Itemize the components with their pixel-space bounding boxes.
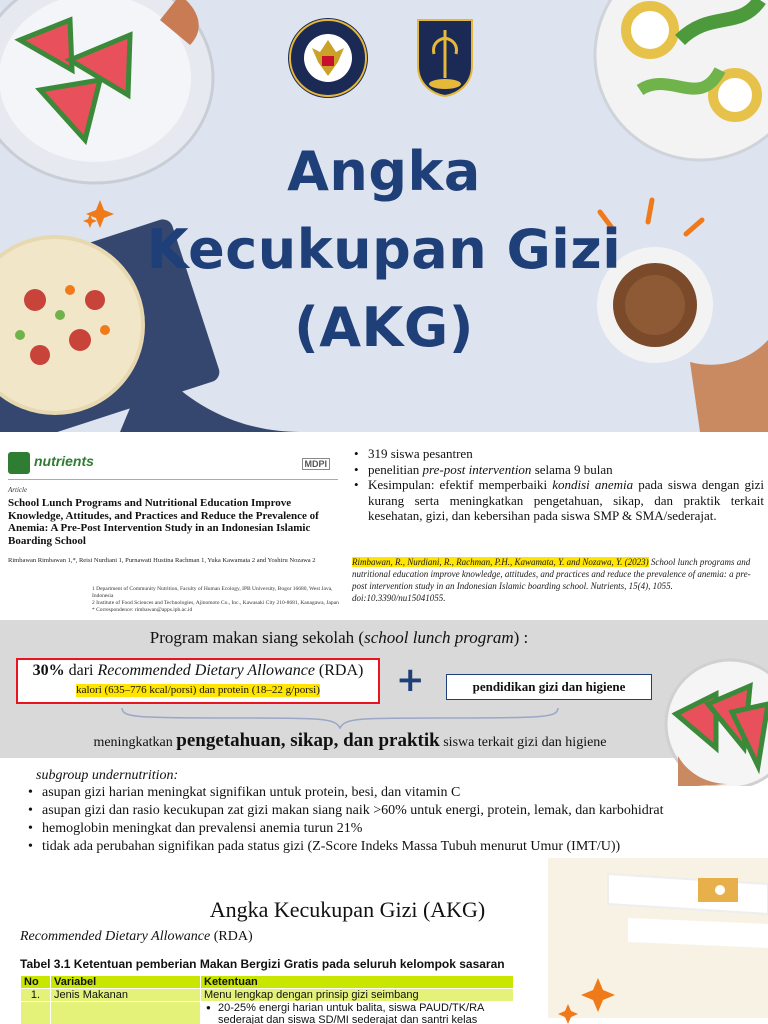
table-row	[21, 1002, 514, 1024]
citation-text: School lunch programs and nutritional education improve knowledge, attitudes, and practices and reduce the prevalence of anemia: a pre-post intervention study in an Indonesian Islamic boarding school. Nutrients, 15(4), 1055. doi:10.3390/nu15041055.	[352, 557, 751, 603]
subgroup-title: subgroup undernutrition:	[36, 768, 179, 783]
rda-box	[16, 658, 380, 704]
article-kind: Article	[8, 486, 28, 494]
journal-name: nutrients	[34, 453, 94, 469]
table-header-cell: Ketentuan	[201, 976, 514, 989]
table-caption: Tabel 3.1 Ketentuan pemberian Makan Bergizi Gratis pada seluruh kelompok sasaran	[20, 957, 505, 971]
program-effect: meningkatkan pengetahuan, sikap, dan praktik siswa terkait gizi dan higiene	[93, 730, 607, 751]
table-cell	[21, 1002, 51, 1024]
study-summary	[352, 446, 764, 524]
article-title: School Lunch Programs and Nutritional Education Improve Knowledge, Attitudes, and Practices and Reduce the Prevalence of Anemia: A Pre-Post Intervention Study in an Indonesian Islamic Boarding School	[8, 497, 319, 547]
citation-authors-highlight: Rimbawan, R., Nurdiani, R., Rachman, P.H., Kawamata, Y. and Nozawa, Y. (2023)	[352, 557, 649, 567]
education-box: pendidikan gizi dan higiene	[446, 674, 652, 700]
table-header-cell: No	[21, 976, 51, 989]
hero-title-line-3: (AKG)	[294, 296, 474, 359]
rda-heading: 30% dari Recommended Dietary Allowance (RDA)	[32, 662, 364, 679]
mbg-provision-table	[20, 975, 514, 1024]
table-cell	[201, 1002, 514, 1024]
program-band	[0, 620, 768, 758]
table-cell: Menu lengkap dengan prinsip gizi seimbang	[201, 989, 514, 1002]
article-section	[0, 432, 768, 620]
akg-subtitle: Recommended Dietary Allowance (RDA)	[20, 929, 253, 944]
brace-connector	[120, 706, 560, 730]
article-thumbnail	[8, 442, 346, 614]
rda-detail: kalori (635–776 kcal/porsi) dan protein (18–22 g/porsi)	[76, 684, 320, 696]
table-row	[21, 989, 514, 1002]
article-authors: Rimbawan Rimbawan 1,*, Reisi Nurdiani 1, Purnawati Hustina Rachman 1, Yuka Kawamata 2 and Yoshiru Nozawa 2	[8, 557, 316, 564]
subgroup-item: • asupan gizi dan rasio kecukupan zat gizi makan siang naik >60% untuk energi, protein, lemak, dan karbohidrat	[28, 802, 748, 820]
subgroup-findings	[28, 767, 748, 856]
subgroup-item: • hemoglobin meningkat dan prevalensi anemia turun 21%	[28, 820, 748, 838]
summary-bullet-1: • 319 siswa pesantren	[352, 446, 764, 462]
correspondence: * Correspondence: rimbawan@apps.ipb.ac.id	[92, 607, 193, 613]
badan-gizi-nasional-logo	[286, 16, 370, 100]
persagi-logo	[414, 14, 476, 98]
header-divider	[8, 479, 338, 480]
subgroup-item: • asupan gizi harian meningkat signifikan untuk protein, besi, dan vitamin C	[28, 784, 748, 802]
summary-bullet-2: • penelitian pre-post intervention selama 9 bulan	[352, 462, 764, 478]
affiliation-2: 2 Institute of Food Sciences and Technologies, Ajinomoto Co., Inc., Kawasaki City 210-8681, Kanagawa, Japan	[92, 600, 339, 606]
program-title: Program makan siang sekolah (school lunch program) :	[149, 628, 529, 647]
hero-banner	[0, 0, 768, 432]
table-cell	[51, 1002, 201, 1024]
summary-bullet-3: • Kesimpulan: efektif memperbaiki kondisi anemia pada siswa dengan gizi kurang serta meningkatkan pengetahuan, sikap, dan praktik terkait kesehatan, gizi, dan kebersihan pada siswa SMP & SMA/sederajat.	[352, 477, 764, 524]
affiliation-1: 1 Department of Community Nutrition, Faculty of Human Ecology, IPB University, Bogor 16680, West Java, Indonesia	[92, 586, 333, 599]
journal-header	[8, 450, 338, 480]
akg-section-title: Angka Kecukupan Gizi (AKG)	[209, 897, 486, 922]
fork-illustration	[538, 854, 768, 1024]
table-header-row	[21, 976, 514, 989]
nutrients-leaf-icon	[8, 452, 30, 474]
table-cell: Jenis Makanan	[51, 989, 201, 1002]
hero-title-line-2: Kecukupan Gizi	[146, 218, 622, 281]
hero-title-line-1: Angka	[287, 140, 481, 203]
table-bullet: ● 20-25% energi harian untuk balita, siswa PAUD/TK/RA sederajat dan siswa SD/MI sederajat dan santri kelas	[204, 1002, 510, 1024]
citation	[352, 556, 764, 604]
subgroup-item: • tidak ada perubahan signifikan pada status gizi (Z-Score Indeks Massa Tubuh menurut Umur (IMT/U))	[28, 838, 748, 856]
mdpi-badge: MDPI	[302, 458, 331, 470]
table-cell: 1.	[21, 989, 51, 1002]
hero-illustration	[0, 0, 768, 432]
table-header-cell: Variabel	[51, 976, 201, 989]
plus-icon: +	[396, 660, 425, 700]
